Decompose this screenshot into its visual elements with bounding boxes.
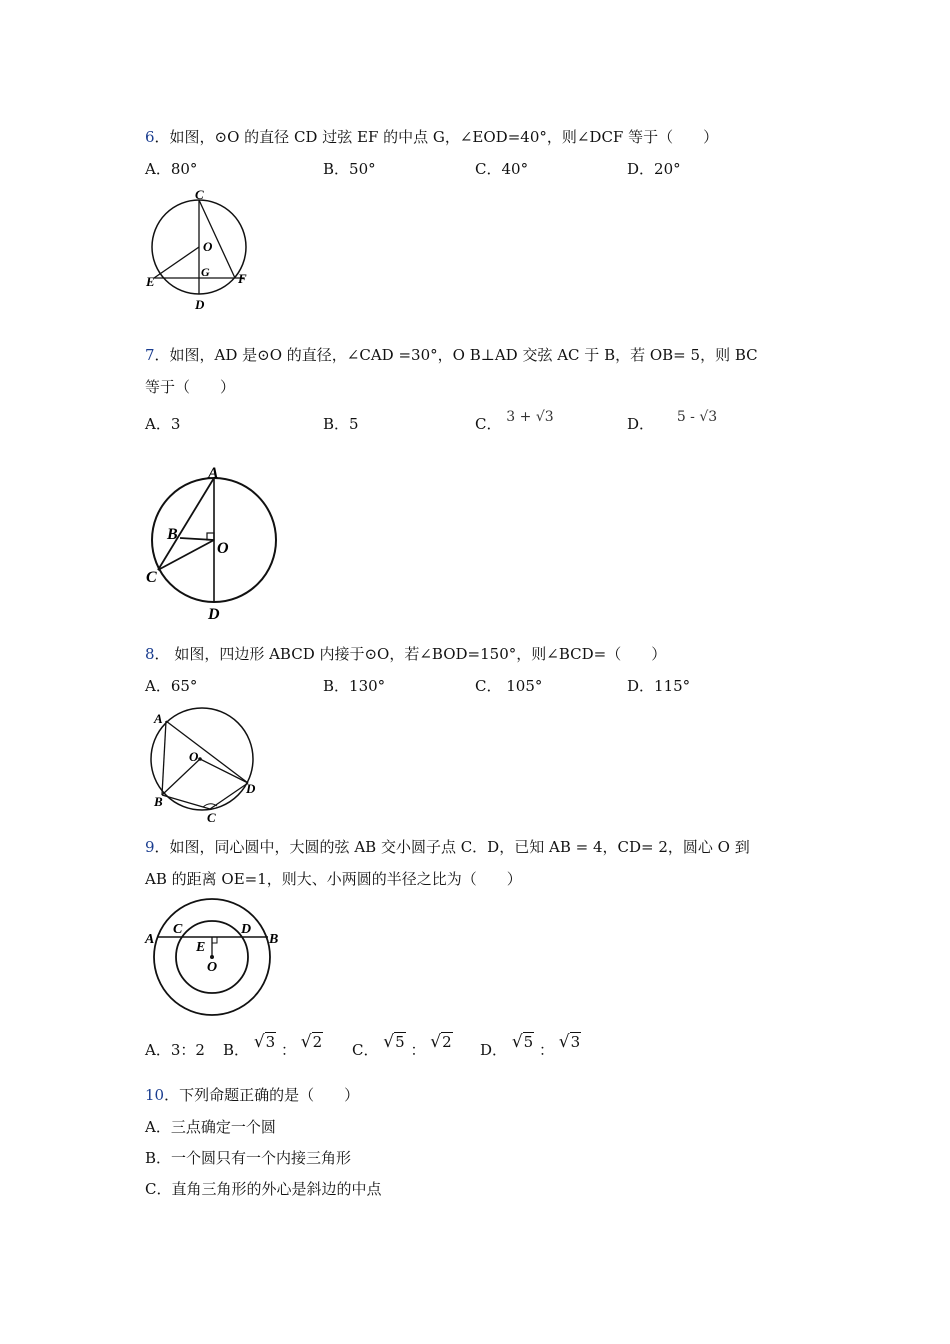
q6-label-c: C (195, 187, 204, 202)
q10-stem: 10．下列命题正确的是（ ） (145, 1086, 360, 1104)
q6-number: 6 (145, 128, 155, 146)
q9-option-d-r2: √3 (558, 1032, 581, 1052)
q8-option-c: C． 105° (475, 677, 543, 695)
q9-option-b-r2: √2 (300, 1032, 323, 1052)
q7-option-a: A．3 (145, 415, 181, 433)
q8-stem: 8． 如图，四边形 ABCD 内接于⊙O，若∠BOD=150°，则∠BCD=（ ） (145, 645, 667, 663)
q9-option-d: D． √5 ： √3 (480, 1032, 581, 1059)
q6-label-o: O (203, 239, 213, 254)
q6-label-d: D (195, 297, 205, 312)
q8-label-b: B (154, 794, 163, 809)
q7-stem-line2: 等于（ ） (145, 378, 236, 396)
q8-label-o: O (189, 749, 199, 764)
q10-number: 10 (145, 1086, 165, 1104)
q9-label-b: B (269, 932, 279, 947)
q6-label-g: G (201, 265, 210, 279)
q10-option-b: B．一个圆只有一个内接三角形 (145, 1149, 352, 1167)
q9-number: 9 (145, 838, 155, 856)
q9-option-b-r1: √3 (253, 1032, 276, 1052)
q6-option-d: D．20° (627, 160, 681, 178)
q7-option-d: D． 5 - √3 (627, 409, 718, 433)
q6-option-a: A．80° (145, 160, 198, 178)
q7-option-b: B．5 (323, 415, 359, 433)
q8-number: 8 (145, 645, 155, 663)
q8-label-d: D (246, 781, 256, 796)
q9-stem-line1: 9．如图，同心圆中，大圆的弦 AB 交小圆子点 C．D，已知 AB = 4，CD= 2，圆心 O 到 (145, 838, 750, 856)
q7-option-c-expr: 3 + √3 (506, 409, 554, 425)
q7-label-d: D (208, 606, 220, 623)
q9-label-d: D (241, 922, 252, 937)
q8-option-b: B．130° (323, 677, 386, 695)
q9-figure (140, 895, 290, 1020)
q8-option-a: A．65° (145, 677, 198, 695)
q7-label-a: A (208, 465, 219, 482)
q6-label-e: E (146, 274, 155, 289)
q9-option-c-r1: √5 (383, 1032, 405, 1052)
q9-option-c: C． √5 ： √2 (352, 1032, 452, 1059)
q9-label-a: A (145, 932, 155, 947)
q6-label-f: F (238, 271, 247, 286)
q9-option-a: A．3：2 (145, 1041, 205, 1059)
q8-figure (140, 703, 265, 828)
q8-label-c: C (207, 810, 216, 825)
q7-stem-line1: 7．如图，AD 是⊙O 的直径，∠CAD =30°，O B⊥AD 交弦 AC 于 B，若 OB= 5，则 BC (145, 346, 758, 364)
q7-label-o: O (217, 540, 229, 557)
q7-label-c: C (146, 569, 157, 586)
q6-stem: 6．如图，⊙O 的直径 CD 过弦 EF 的中点 G，∠EOD=40°，则∠DCF 等于（ ） (145, 128, 719, 146)
q6-option-c: C．40° (475, 160, 529, 178)
q7-number: 7 (145, 346, 155, 364)
q8-label-a: A (154, 711, 163, 726)
q10-option-c: C．直角三角形的外心是斜边的中点 (145, 1180, 382, 1198)
q9-option-c-r2: √2 (430, 1032, 452, 1052)
q10-option-a: A．三点确定一个圆 (145, 1118, 276, 1136)
q7-option-d-expr: 5 - √3 (676, 409, 718, 425)
q7-figure (140, 460, 290, 625)
q8-option-d: D．115° (627, 677, 691, 695)
q9-label-o: O (207, 960, 218, 975)
q9-option-d-r1: √5 (511, 1032, 534, 1052)
q7-label-b: B (167, 526, 178, 543)
q9-option-b: B． √3 ： √2 (223, 1032, 323, 1059)
q6-option-b: B．50° (323, 160, 376, 178)
q7-option-c: C． 3 + √3 (475, 409, 554, 433)
q9-stem-line2: AB 的距离 OE=1，则大、小两圆的半径之比为（ ） (145, 870, 522, 888)
q9-label-e: E (196, 940, 206, 955)
q6-figure (140, 185, 260, 315)
q9-label-c: C (173, 922, 183, 937)
